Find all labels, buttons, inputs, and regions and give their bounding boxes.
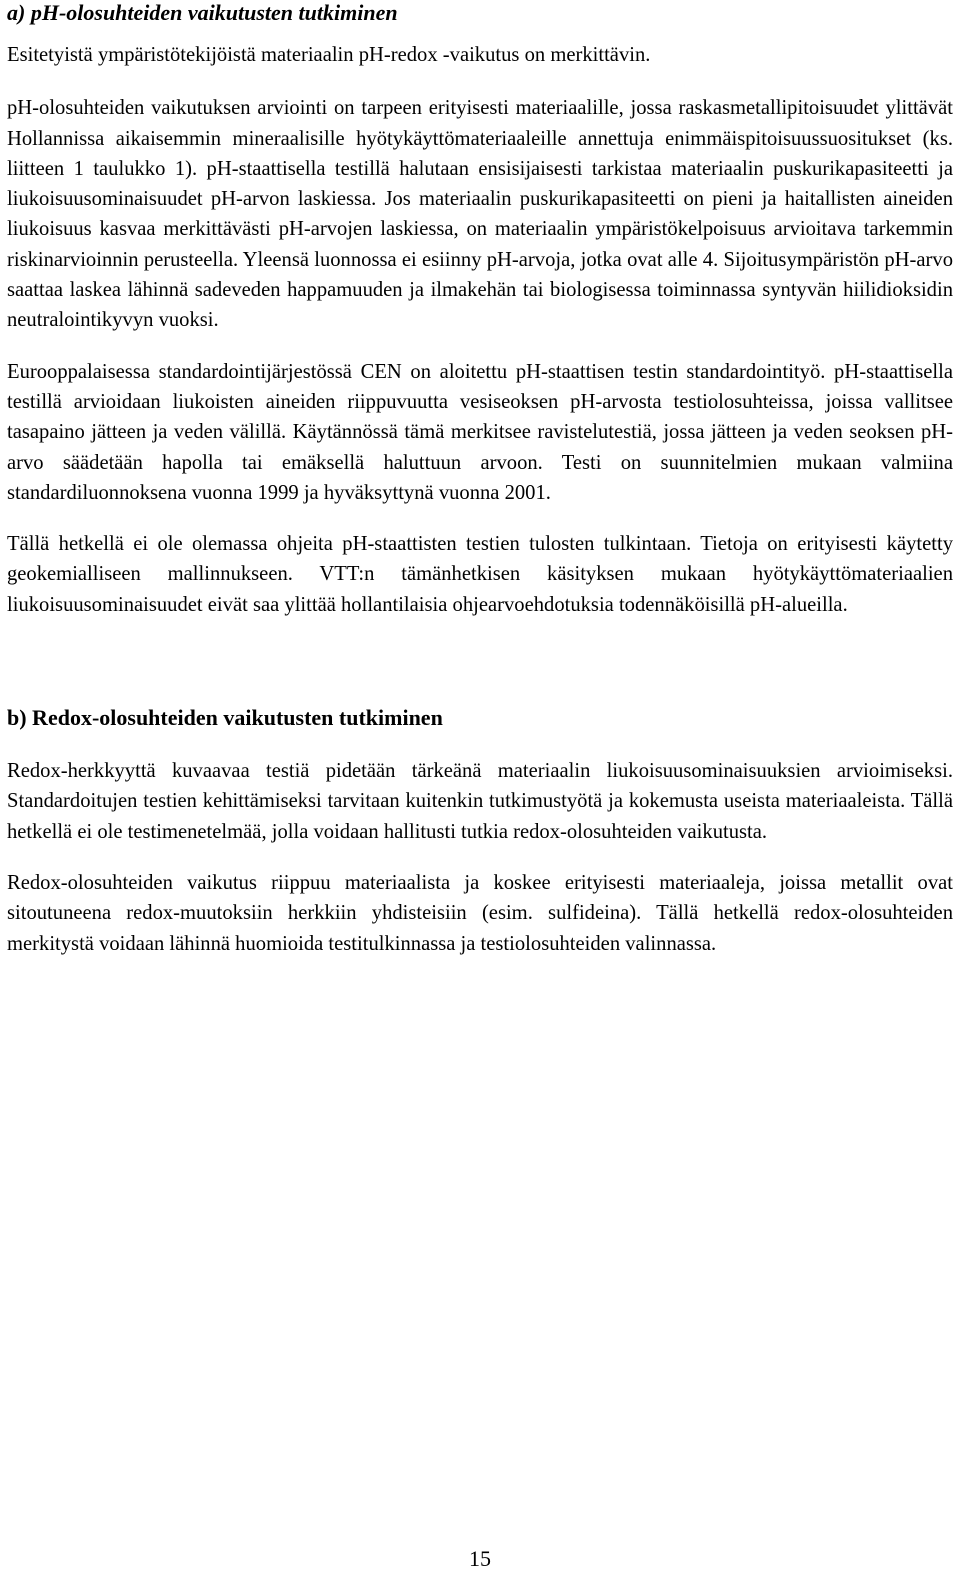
section-a-heading: a) pH-olosuhteiden vaikutusten tutkiminen bbox=[7, 0, 398, 25]
section-b-paragraph-2: Redox-olosuhteiden vaikutus riippuu materiaalista ja koskee erityisesti materiaaleja, joissa metallit ovat sitoutuneena redox-muutoksiin herkkiin yhdisteisiin (esim. sulfideina). Tällä hetkellä redox-olosuhteiden merkitystä voidaan lähinnä huomioida testitulkinnassa ja testiolosuhteiden valinnassa. bbox=[7, 871, 953, 955]
section-a-paragraph-3: Eurooppalaisessa standardointijärjestössä CEN on aloitettu pH-staattisen testin standardointityö. pH-staattisella testillä arvioidaan liukoisten aineiden riippuvuutta vesiseoksen pH-arvosta testiolosuhteissa, joissa vallitsee tasapaino jätteen ja veden välillä. Käytännössä tämä merkitsee ravistelutestiä, jossa jätteen ja veden seoksen pH-arvo säädetään hapolla tai emäksellä haluttuun arvoon. Testi on suunnitelmien mukaan valmiina standardiluonnoksena vuonna 1999 ja hyväksyttynä vuonna 2001. bbox=[7, 360, 953, 504]
section-b-paragraph-1: Redox-herkkyyttä kuvaavaa testiä pidetään tärkeänä materiaalin liukoisuusominaisuuksien arvioimiseksi. Standardoitujen testien kehittämiseksi tarvitaan kuitenkin tutkimustyötä ja kokemusta useista materiaaleista. Tällä hetkellä ei ole testimenetelmää, jolla voidaan hallitusti tutkia redox-olosuhteiden vaikutusta. bbox=[7, 760, 953, 843]
section-a-paragraph-4: Tällä hetkellä ei ole olemassa ohjeita pH-staattisten testien tulosten tulkintaan. Tietoja on erityisesti käytetty geokemialliseen mallinnukseen. VTT:n tämänhetkisen käsityksen mukaan hyötykäyttömateriaalien liukoisuusominaisuudet eivät saa ylittää hollantilaisia ohjearvoehdotuksia todennäköisillä pH-alueilla. bbox=[7, 533, 953, 616]
document-page bbox=[7, 0, 953, 959]
section-b-heading: b) Redox-olosuhteiden vaikutusten tutkiminen bbox=[7, 705, 443, 731]
section-a-paragraph-1: Esitetyistä ympäristötekijöistä materiaalin pH-redox -vaikutus on merkittävin. bbox=[7, 44, 651, 66]
page-number: 15 bbox=[469, 1546, 491, 1571]
section-a-paragraph-2: pH-olosuhteiden vaikutuksen arviointi on tarpeen erityisesti materiaalille, jossa raskasmetallipitoisuudet ylittävät Hollannissa aikaisemmin mineraalisille hyötykäyttömateriaaleille annettuja enimmäispitoisuussuositukset (ks. liitteen 1 taulukko 1). pH-staattisella testillä halutaan ensisijaisesti tarkistaa materiaalin puskurikapasiteetti ja liukoisuusominaisuudet pH-arvon laskiessa. Jos materiaalin puskurikapasiteetti on pieni ja haitallisten aineiden liukoisuus kasvaa merkittävästi pH-arvojen laskiessa, on materiaalin ympäristökelpoisuus arvioitava tarkemmin riskinarvioinnin perusteella. Yleensä luonnossa ei esiinny pH-arvoja, jotka ovat alle 4. Sijoitusympäristön pH-arvo saattaa laskea lähinnä sadeveden happamuuden ja ilmakehän tai biologisessa toiminnassa syntyvän hiilidioksidin neutralointikyvyn vuoksi. bbox=[7, 97, 953, 332]
